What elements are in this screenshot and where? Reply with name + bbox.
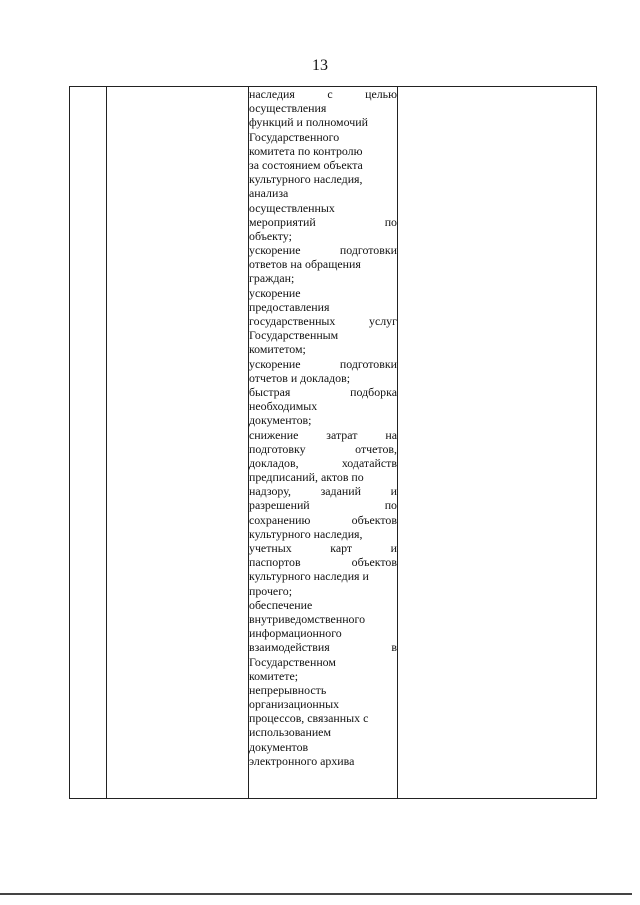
table-cell-description bbox=[249, 87, 398, 799]
text-line: электронного архива bbox=[249, 753, 355, 768]
text-line: внутриведомственного bbox=[249, 611, 366, 626]
description-text bbox=[249, 87, 397, 768]
text-line: функций и полномочий bbox=[249, 115, 368, 130]
text-line: организационных bbox=[249, 697, 340, 712]
word: ускорение bbox=[249, 243, 301, 258]
text-line bbox=[249, 541, 397, 555]
text-line: ответов на обращения bbox=[249, 257, 361, 272]
footer-rule bbox=[0, 893, 632, 895]
text-line bbox=[249, 484, 397, 498]
text-line: ускорение bbox=[249, 285, 301, 300]
table-cell-number bbox=[70, 87, 107, 799]
word: докладов, bbox=[249, 455, 299, 470]
word: в bbox=[391, 640, 397, 655]
text-line: документов; bbox=[249, 413, 312, 428]
word: подборка bbox=[350, 384, 397, 399]
text-line: за состоянием объекта bbox=[249, 157, 363, 172]
text-line bbox=[249, 243, 397, 257]
text-line: анализа bbox=[249, 186, 289, 201]
text-line: осуществленных bbox=[249, 200, 335, 215]
text-line: процессов, связанных с bbox=[249, 711, 369, 726]
word: отчетов, bbox=[355, 441, 397, 456]
table-cell-name bbox=[107, 87, 249, 799]
text-line bbox=[249, 456, 397, 470]
word: услуг bbox=[369, 314, 397, 328]
word: карт bbox=[330, 541, 353, 555]
word: и bbox=[390, 541, 397, 555]
word: надзору, bbox=[249, 484, 291, 499]
text-line bbox=[249, 640, 397, 654]
text-line bbox=[249, 498, 397, 512]
word: заданий bbox=[320, 484, 361, 499]
word: снижение bbox=[249, 427, 299, 442]
word: и bbox=[390, 484, 397, 499]
word: паспортов bbox=[249, 555, 301, 570]
word: объектов bbox=[351, 555, 397, 570]
text-line bbox=[249, 428, 397, 442]
word: быстрая bbox=[249, 384, 291, 399]
text-line bbox=[249, 314, 397, 328]
word: мероприятий bbox=[249, 214, 316, 229]
text-line bbox=[249, 513, 397, 527]
word: целью bbox=[365, 87, 397, 101]
word: с bbox=[327, 87, 333, 101]
word: взаимодействия bbox=[249, 640, 330, 655]
word: государственных bbox=[249, 314, 336, 328]
text-line: информационного bbox=[249, 626, 342, 641]
text-line: культурного наследия, bbox=[249, 172, 363, 187]
word: на bbox=[385, 427, 397, 442]
text-line: Государственного bbox=[249, 129, 340, 144]
word: учетных bbox=[249, 541, 292, 555]
text-line: граждан; bbox=[249, 271, 295, 286]
page-number: 13 bbox=[312, 57, 328, 74]
text-line: объекту; bbox=[249, 228, 292, 243]
text-line: обеспечение bbox=[249, 597, 313, 612]
document-table bbox=[69, 86, 597, 799]
word: по bbox=[384, 214, 397, 229]
text-line: использованием bbox=[249, 725, 331, 740]
text-line: прочего; bbox=[249, 583, 293, 598]
text-line bbox=[249, 442, 397, 456]
word: ускорение bbox=[249, 356, 301, 371]
word: сохранению bbox=[249, 512, 311, 527]
text-line: комитета по контролю bbox=[249, 143, 363, 158]
word: объектов bbox=[351, 512, 397, 527]
text-line: отчетов и докладов; bbox=[249, 370, 351, 385]
word: ходатайств bbox=[341, 455, 397, 470]
text-line: предоставления bbox=[249, 299, 330, 314]
text-line: культурного наследия, bbox=[249, 526, 363, 541]
text-line: осуществления bbox=[249, 101, 327, 116]
word: наследия bbox=[249, 87, 295, 101]
text-line bbox=[249, 385, 397, 399]
text-line bbox=[249, 87, 397, 101]
word: подготовку bbox=[249, 441, 306, 456]
table-cell-notes bbox=[398, 87, 597, 799]
word: затрат bbox=[326, 427, 358, 442]
text-line: необходимых bbox=[249, 399, 318, 414]
text-line: комитетом; bbox=[249, 342, 306, 357]
text-line: предписаний, актов по bbox=[249, 470, 364, 485]
word: по bbox=[384, 498, 397, 513]
word: подготовки bbox=[339, 243, 397, 258]
text-line bbox=[249, 357, 397, 371]
text-line: непрерывность bbox=[249, 682, 327, 697]
text-line bbox=[249, 555, 397, 569]
word: разрешений bbox=[249, 498, 310, 513]
text-line: документов bbox=[249, 739, 309, 754]
text-line: Государственным bbox=[249, 328, 339, 343]
table-row bbox=[70, 87, 597, 799]
text-line bbox=[249, 215, 397, 229]
text-line: комитете; bbox=[249, 668, 299, 683]
text-line: культурного наследия и bbox=[249, 569, 369, 584]
text-line: Государственном bbox=[249, 654, 336, 669]
word: подготовки bbox=[339, 356, 397, 371]
